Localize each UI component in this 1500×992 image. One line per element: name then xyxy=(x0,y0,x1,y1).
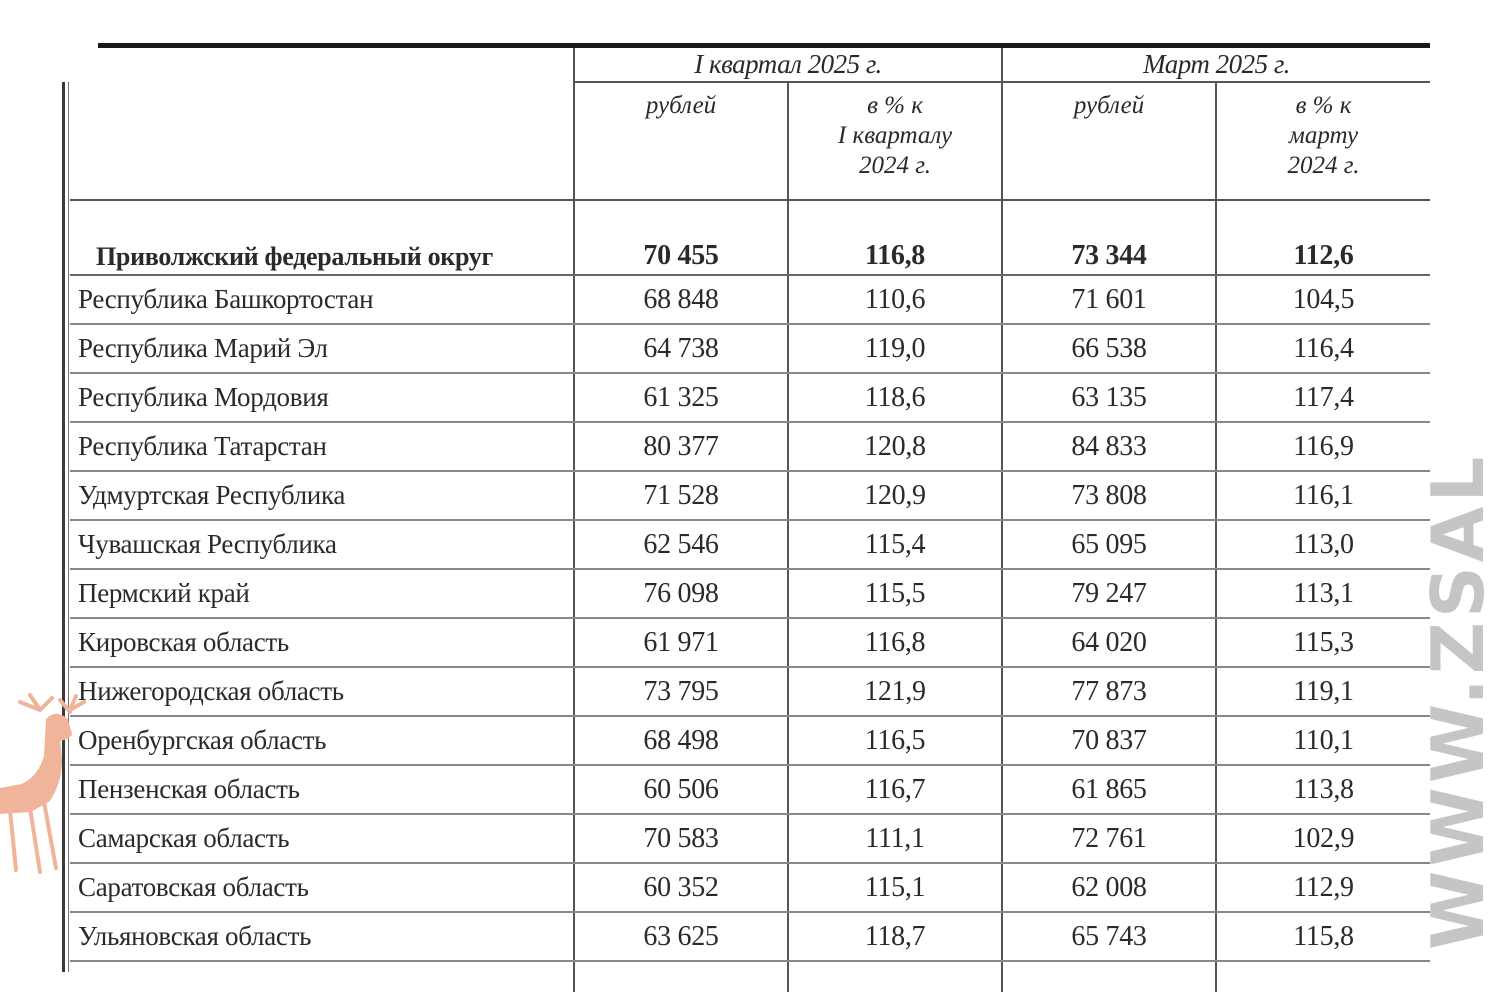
q1-pct-value: 111,1 xyxy=(788,814,1002,863)
march-rub-value: 70 837 xyxy=(1002,716,1216,765)
march-pct-value: 116,9 xyxy=(1216,422,1430,471)
q1-pct-value: 120,9 xyxy=(788,471,1002,520)
q1-rub-value: 60 352 xyxy=(574,863,788,912)
region-name: Республика Татарстан xyxy=(70,422,574,471)
q1-rub-value: 68 848 xyxy=(574,275,788,324)
table-body xyxy=(70,275,1430,961)
region-name: Кировская область xyxy=(70,618,574,667)
q1-rub-value: 76 098 xyxy=(574,569,788,618)
region-name: Удмуртская Республика xyxy=(70,471,574,520)
q1-pct-value: 116,5 xyxy=(788,716,1002,765)
march-rub-value: 62 008 xyxy=(1002,863,1216,912)
q1-rub-value: 62 546 xyxy=(574,520,788,569)
table-row-tail xyxy=(70,961,1430,992)
march-rub-value: 61 865 xyxy=(1002,765,1216,814)
region-name: Самарская область xyxy=(70,814,574,863)
region-name: Нижегородская область xyxy=(70,667,574,716)
q1-rub-value: 73 795 xyxy=(574,667,788,716)
march-pct-value: 113,0 xyxy=(1216,520,1430,569)
q1-rub-value: 61 325 xyxy=(574,373,788,422)
march-pct-value: 110,1 xyxy=(1216,716,1430,765)
table-row xyxy=(70,520,1430,569)
region-name: Республика Мордовия xyxy=(70,373,574,422)
header-corner-cell xyxy=(70,48,574,200)
march-rub-value: 72 761 xyxy=(1002,814,1216,863)
region-name: Приволжский федеральный округ xyxy=(70,200,574,275)
q1-rub-value: 68 498 xyxy=(574,716,788,765)
march-pct-value: 115,3 xyxy=(1216,618,1430,667)
table-row xyxy=(70,275,1430,324)
march-pct-value: 102,9 xyxy=(1216,814,1430,863)
table-row xyxy=(70,667,1430,716)
q1-rub-value: 80 377 xyxy=(574,422,788,471)
march-rub-value: 65 095 xyxy=(1002,520,1216,569)
header-march-rub: рублей xyxy=(1002,82,1216,200)
march-pct-value: 115,8 xyxy=(1216,912,1430,961)
q1-rub-value: 60 506 xyxy=(574,765,788,814)
table-row xyxy=(70,471,1430,520)
q1-pct-value: 110,6 xyxy=(788,275,1002,324)
march-pct-value: 116,4 xyxy=(1216,324,1430,373)
march-rub-value: 73 808 xyxy=(1002,471,1216,520)
region-name: Чувашская Республика xyxy=(70,520,574,569)
region-name: Саратовская область xyxy=(70,863,574,912)
march-pct-value: 112,9 xyxy=(1216,863,1430,912)
q1-pct-value: 116,8 xyxy=(788,200,1002,275)
header-row-periods xyxy=(70,48,1430,82)
region-name: Республика Башкортостан xyxy=(70,275,574,324)
table-row xyxy=(70,324,1430,373)
salary-table xyxy=(70,48,1430,992)
march-pct-value: 119,1 xyxy=(1216,667,1430,716)
march-rub-value: 64 020 xyxy=(1002,618,1216,667)
q1-pct-value: 116,7 xyxy=(788,765,1002,814)
table-row xyxy=(70,716,1430,765)
region-name: Пензенская область xyxy=(70,765,574,814)
region-name: Оренбургская область xyxy=(70,716,574,765)
table-row xyxy=(70,765,1430,814)
table-row xyxy=(70,814,1430,863)
header-period-q1: I квартал 2025 г. xyxy=(574,48,1002,82)
q1-pct-value: 116,8 xyxy=(788,618,1002,667)
q1-pct-value: 118,7 xyxy=(788,912,1002,961)
header-march-pct: в % к марту 2024 г. xyxy=(1216,82,1430,200)
table-row xyxy=(70,422,1430,471)
q1-rub-value: 64 738 xyxy=(574,324,788,373)
march-rub-value: 73 344 xyxy=(1002,200,1216,275)
march-rub-value: 77 873 xyxy=(1002,667,1216,716)
q1-pct-value: 115,4 xyxy=(788,520,1002,569)
table-row xyxy=(70,912,1430,961)
header-q1-pct: в % к I кварталу 2024 г. xyxy=(788,82,1002,200)
region-name: Ульяновская область xyxy=(70,912,574,961)
q1-pct-value: 120,8 xyxy=(788,422,1002,471)
watermark-text: WWW.ZSAL xyxy=(1416,452,1500,950)
q1-rub-value: 63 625 xyxy=(574,912,788,961)
march-pct-value: 113,8 xyxy=(1216,765,1430,814)
q1-rub-value: 71 528 xyxy=(574,471,788,520)
header-q1-rub: рублей xyxy=(574,82,788,200)
table-row-total xyxy=(70,200,1430,275)
q1-pct-value: 115,1 xyxy=(788,863,1002,912)
q1-pct-value: 119,0 xyxy=(788,324,1002,373)
q1-pct-value: 115,5 xyxy=(788,569,1002,618)
table-row xyxy=(70,618,1430,667)
table-row xyxy=(70,863,1430,912)
q1-pct-value: 121,9 xyxy=(788,667,1002,716)
march-rub-value: 66 538 xyxy=(1002,324,1216,373)
march-rub-value: 63 135 xyxy=(1002,373,1216,422)
march-rub-value: 84 833 xyxy=(1002,422,1216,471)
march-rub-value: 65 743 xyxy=(1002,912,1216,961)
q1-rub-value: 61 971 xyxy=(574,618,788,667)
q1-rub-value: 70 583 xyxy=(574,814,788,863)
table-row xyxy=(70,569,1430,618)
march-rub-value: 79 247 xyxy=(1002,569,1216,618)
region-name: Пермский край xyxy=(70,569,574,618)
march-rub-value: 71 601 xyxy=(1002,275,1216,324)
region-name: Республика Марий Эл xyxy=(70,324,574,373)
march-pct-value: 116,1 xyxy=(1216,471,1430,520)
header-period-march: Март 2025 г. xyxy=(1002,48,1430,82)
q1-rub-value: 70 455 xyxy=(574,200,788,275)
march-pct-value: 113,1 xyxy=(1216,569,1430,618)
march-pct-value: 117,4 xyxy=(1216,373,1430,422)
march-pct-value: 112,6 xyxy=(1216,200,1430,275)
march-pct-value: 104,5 xyxy=(1216,275,1430,324)
table-row xyxy=(70,373,1430,422)
deer-logo-icon xyxy=(0,690,90,880)
q1-pct-value: 118,6 xyxy=(788,373,1002,422)
